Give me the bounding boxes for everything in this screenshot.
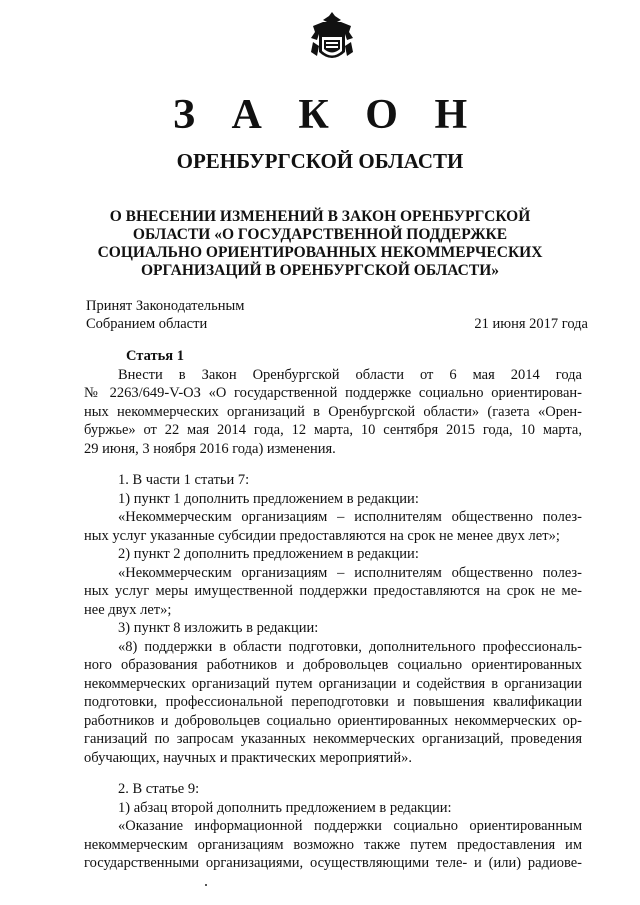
text-line: ных некоммерческих организаций в Оренбургской области» (газета «Орен-	[84, 403, 582, 420]
adoption-line: Принят Законодательным	[86, 298, 245, 314]
text-line: № 2263/649-V-ОЗ «О государственной поддержке социально ориентирован-	[84, 385, 582, 401]
region-title: ОРЕНБУРГСКОЙ ОБЛАСТИ	[176, 149, 464, 173]
text-line: ных услуг меры имущественной поддержки предоставляются на срок не ме-	[84, 583, 582, 599]
article-heading: Статья 1	[126, 348, 184, 364]
text-line: ного образования работников и добровольцев социально ориентированных	[84, 657, 582, 673]
text-line: 29 июня, 3 ноября 2016 года) изменения.	[84, 440, 336, 457]
subtitle-line: ОБЛАСТИ «О ГОСУДАРСТВЕННОЙ ПОДДЕРЖКЕ	[132, 226, 508, 243]
text-line: обучающих, научных и практических мероприятий».	[84, 749, 412, 766]
text-line: буржье» от 22 мая 2014 года, 12 марта, 10 сентября 2015 года, 10 марта,	[84, 422, 582, 438]
subtitle-line: О ВНЕСЕНИИ ИЗМЕНЕНИЙ В ЗАКОН ОРЕНБУРГСКОЙ	[109, 208, 531, 225]
scan-speck	[205, 884, 207, 886]
document-title: З А К О Н	[172, 92, 481, 138]
text-line: «Оказание информационной поддержки социально ориентированным	[118, 818, 582, 834]
item-heading: 1) абзац второй дополнить предложением в редакции:	[118, 799, 452, 816]
text-line: нее двух лет»;	[84, 601, 172, 618]
text-line: ганизаций по запросам указанных некоммерческих организаций, проведения	[84, 731, 582, 747]
subtitle-line: ОРГАНИЗАЦИЙ В ОРЕНБУРГСКОЙ ОБЛАСТИ»	[140, 262, 500, 279]
text-line: государственными организациями, осуществляющими теле- и (или) радиове-	[84, 855, 582, 871]
article-body	[84, 347, 582, 873]
adoption-info	[86, 297, 244, 333]
item-heading: 1) пункт 1 дополнить предложением в редакции:	[118, 490, 419, 507]
text-line: некоммерческим организациям возможно также путем предоставления им	[84, 836, 582, 853]
text-line: Внести в Закон Оренбургской области от 6 мая 2014 года	[118, 366, 582, 383]
text-line: «Некоммерческим организациям – исполнителям общественно полез-	[118, 564, 582, 581]
text-line: ных услуг указанные субсидии предоставляются на срок не менее двух лет»;	[84, 527, 560, 544]
text-line: «8) поддержки в области подготовки, дополнительного профессиональ-	[118, 638, 582, 655]
law-subtitle	[70, 208, 570, 280]
section-heading: 1. В части 1 статьи 7:	[118, 472, 250, 488]
text-line: работников и добровольцев социально ориентированных некоммерческих ор-	[84, 712, 582, 729]
subtitle-line: СОЦИАЛЬНО ОРИЕНТИРОВАННЫХ НЕКОММЕРЧЕСКИХ	[97, 244, 543, 261]
section-heading: 2. В статье 9:	[118, 781, 200, 797]
text-line: «Некоммерческим организациям – исполнителям общественно полез-	[118, 509, 582, 525]
text-line: некоммерческих организаций путем организации и содействия в организации	[84, 675, 582, 692]
coat-of-arms-icon	[309, 12, 355, 64]
adoption-date: 21 июня 2017 года	[474, 316, 588, 332]
text-line: подготовки, профессиональной переподготовки и повышения квалификации	[84, 694, 582, 710]
item-heading: 3) пункт 8 изложить в редакции:	[118, 620, 319, 636]
adoption-line: Собранием области	[86, 316, 208, 332]
item-heading: 2) пункт 2 дополнить предложением в редакции:	[118, 546, 419, 562]
